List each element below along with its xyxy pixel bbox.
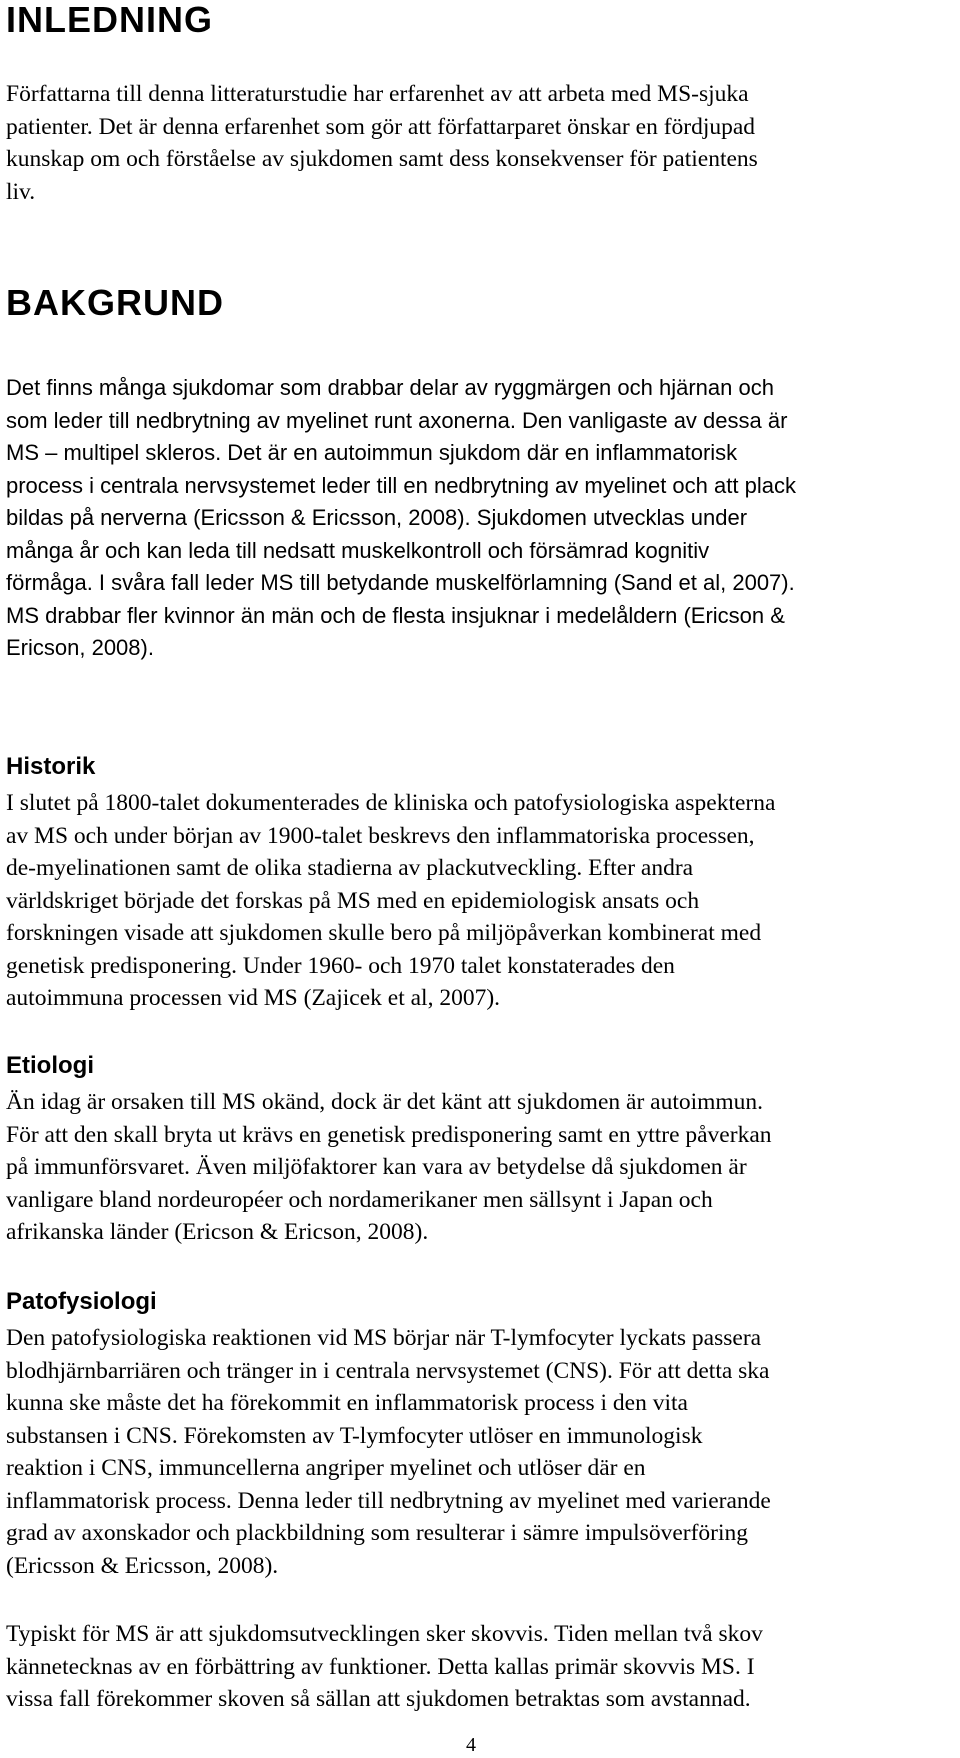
text-line: grad av axonskador och plackbildning som resulterar i sämre impulsöverföring <box>6 1520 749 1546</box>
text-line: bildas på nerverna (Ericsson & Ericsson, 2008). Sjukdomen utvecklas under <box>6 505 748 530</box>
text-line: kunna ske måste det ha förekommit en inflammatorisk process i den vita <box>6 1390 688 1416</box>
text-line: autoimmuna processen vid MS (Zajicek et al, 2007). <box>6 985 501 1011</box>
text-line: Författarna till denna litteraturstudie har erfarenhet av att arbeta med MS-sjuka <box>6 81 749 107</box>
text-line: inflammatorisk process. Denna leder till nedbrytning av myelinet med varierande <box>6 1487 771 1514</box>
text-line: forskningen visade att sjukdomen skulle bero på miljöpåverkan kombinerat med <box>6 920 762 946</box>
text-line: blodhjärnbarriären och tränger in i centrala nervsystemet (CNS). För att detta ska <box>6 1357 770 1384</box>
heading-bakgrund: BAKGRUND <box>6 282 224 323</box>
text-line: världskriget började det forskas på MS med en epidemiologisk ansats och <box>6 887 700 914</box>
text-line: kunskap om och förståelse av sjukdomen samt dess konsekvenser för patientens <box>6 146 758 172</box>
heading-historik: Historik <box>6 753 96 780</box>
text-line: liv. <box>6 178 36 205</box>
text-line: reaktion i CNS, immuncellerna angriper myelinet och utlöser där en <box>6 1455 646 1481</box>
paragraph-etiologi <box>6 1086 954 1249</box>
text-line: Typiskt för MS är att sjukdomsutvecklingen sker skovvis. Tiden mellan två skov <box>6 1621 763 1647</box>
text-line: MS – multipel skleros. Det är en autoimmun sjukdom där en inflammatorisk <box>6 440 738 465</box>
text-line: Den patofysiologiska reaktionen vid MS börjar när T-lymfocyter lyckats passera <box>6 1325 762 1351</box>
text-line: många år och kan leda till nedsatt muskelkontroll och försämrad kognitiv <box>6 537 710 563</box>
text-line: vanligare bland nordeuropéer och nordamerikaner men sällsynt i Japan och <box>6 1186 713 1213</box>
paragraph-inledning <box>6 78 954 208</box>
text-line: För att den skall bryta ut krävs en genetisk predisponering samt en yttre påverkan <box>6 1121 772 1148</box>
page-number: 4 <box>466 1734 476 1756</box>
text-line: patienter. Det är denna erfarenhet som gör att författarparet önskar en fördjupad <box>6 113 756 140</box>
paragraph-historik <box>6 787 954 1015</box>
text-line: afrikanska länder (Ericson & Ericson, 2008). <box>6 1219 429 1245</box>
text-line: av MS och under början av 1900-talet beskrevs den inflammatoriska processen, <box>6 822 755 849</box>
paragraph-skovvis <box>6 1618 954 1716</box>
text-line: genetisk predisponering. Under 1960- och 1970 talet konstaterades den <box>6 952 675 979</box>
text-line: I slutet på 1800-talet dokumenterades de kliniska och patofysiologiska aspekterna <box>6 790 776 816</box>
text-line: kännetecknas av en förbättring av funktioner. Detta kallas primär skovvis MS. I <box>6 1653 755 1680</box>
text-line: (Ericsson & Ericsson, 2008). <box>6 1552 279 1579</box>
text-line: Ericson, 2008). <box>6 635 154 660</box>
text-line: MS drabbar fler kvinnor än män och de flesta insjuknar i medelåldern (Ericson & <box>6 602 785 628</box>
heading-patofysiologi: Patofysiologi <box>6 1288 157 1315</box>
text-line: process i centrala nervsystemet leder till en nedbrytning av myelinet och att plack <box>6 472 796 498</box>
heading-etiologi: Etiologi <box>6 1052 94 1079</box>
heading-inledning: INLEDNING <box>6 0 213 40</box>
text-line: de-myelinationen samt de olika stadierna av plackutveckling. Efter andra <box>6 855 694 881</box>
text-line: Än idag är orsaken till MS okänd, dock är det känt att sjukdomen är autoimmun. <box>6 1089 764 1115</box>
text-line: vissa fall förekommer skoven så sällan att sjukdomen betraktas som avstannad. <box>6 1686 751 1712</box>
text-line: substansen i CNS. Förekomsten av T-lymfocyter utlöser en immunologisk <box>6 1422 703 1449</box>
text-line: som leder till nedbrytning av myelinet runt axonerna. Den vanligaste av dessa är <box>6 407 788 433</box>
paragraph-bakgrund <box>6 372 954 665</box>
text-line: förmåga. I svåra fall leder MS till betydande muskelförlamning (Sand et al, 2007). <box>6 570 795 595</box>
text-line: Det finns många sjukdomar som drabbar delar av ryggmärgen och hjärnan och <box>6 375 774 400</box>
text-line: på immunförsvaret. Även miljöfaktorer kan vara av betydelse då sjukdomen är <box>6 1154 747 1180</box>
paragraph-patofysiologi <box>6 1322 954 1582</box>
